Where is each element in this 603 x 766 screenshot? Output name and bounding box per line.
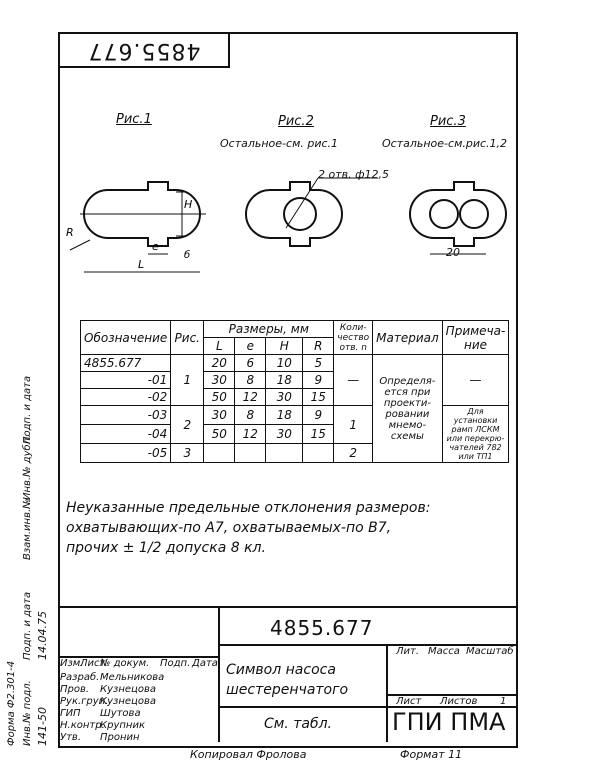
cell-designation: -04 bbox=[81, 425, 171, 444]
tb-org: ГПИ ПМА bbox=[392, 708, 506, 736]
fig2-note: Остальное-см. рис.1 bbox=[220, 137, 339, 150]
th-designation: Обозначение bbox=[81, 321, 171, 355]
cell-figure: 1 bbox=[171, 355, 204, 406]
side-date-value: 14.04.75 bbox=[36, 611, 49, 660]
cell-h: 30 bbox=[266, 389, 303, 406]
cell-figure: 2 bbox=[171, 406, 204, 444]
tb-material: См. табл. bbox=[264, 716, 333, 732]
spec-table bbox=[80, 320, 509, 463]
fig3-shape bbox=[410, 182, 506, 254]
cell-h: 18 bbox=[266, 406, 303, 425]
th-holes: Коли-чество отв. n bbox=[334, 321, 373, 355]
tb-col-date: Дата bbox=[192, 658, 218, 669]
cell-r: 5 bbox=[303, 355, 334, 372]
tb-person: Шутова bbox=[100, 708, 141, 719]
th-h: H bbox=[266, 338, 303, 355]
cell-material: Определя-ется при проекти-ровании мнемо-схемы bbox=[373, 355, 443, 463]
tb-copied-by: Копировал Фролова bbox=[190, 748, 307, 761]
cell-r: 15 bbox=[303, 425, 334, 444]
cell-h: 18 bbox=[266, 372, 303, 389]
fig1-h: H bbox=[184, 198, 193, 211]
side-inv-value: 141-50 bbox=[36, 707, 49, 746]
tb-col-izm: Изм. bbox=[60, 658, 84, 669]
tb-role: Разраб. bbox=[60, 672, 100, 683]
tb-sheets-label: Листов bbox=[440, 696, 478, 707]
top-code: 4855.677 bbox=[87, 38, 201, 63]
cell-l: 30 bbox=[204, 372, 235, 389]
tb-role: Пров. bbox=[60, 684, 90, 695]
note-line-1: Неуказанные предельные отклонения размеров: bbox=[66, 500, 431, 516]
cell-h bbox=[266, 444, 303, 463]
note-line-2: охватывающих-по А7, охватываемых-по В7, bbox=[66, 520, 392, 536]
tb-role: Рук.груп. bbox=[60, 696, 109, 707]
fig1-e: e bbox=[152, 240, 159, 253]
fig3-label: Рис.3 bbox=[430, 114, 466, 129]
th-r: R bbox=[303, 338, 334, 355]
cell-e: 8 bbox=[235, 406, 266, 425]
fig2-shape bbox=[246, 178, 378, 246]
side-form: Форма Ф2.301-4 bbox=[6, 660, 17, 746]
cell-holes: 1 bbox=[334, 406, 373, 444]
th-e: e bbox=[235, 338, 266, 355]
cell-holes: 2 bbox=[334, 444, 373, 463]
tb-lit-label: Лит. bbox=[396, 646, 420, 657]
cell-e bbox=[235, 444, 266, 463]
cell-designation: 4855.677 bbox=[81, 355, 171, 372]
tb-sheets-value: 1 bbox=[500, 696, 507, 707]
table-row bbox=[81, 406, 509, 425]
tb-vertical bbox=[218, 606, 220, 742]
side-sign-date: Подп. и дата bbox=[22, 591, 33, 660]
fig1-l: L bbox=[138, 258, 145, 271]
cell-h: 30 bbox=[266, 425, 303, 444]
tb-role: ГИП bbox=[60, 708, 81, 719]
fig1-label: Рис.1 bbox=[116, 112, 152, 127]
cell-designation: -01 bbox=[81, 372, 171, 389]
cell-l: 20 bbox=[204, 355, 235, 372]
side-sign-date-2: Подп. и дата bbox=[22, 375, 33, 444]
tb-sheet-label: Лист bbox=[396, 696, 422, 707]
th-figure: Рис. bbox=[171, 321, 204, 355]
tb-v2 bbox=[386, 644, 388, 742]
tb-role: Н.контр. bbox=[60, 720, 105, 731]
side-inv-dup: Инв.№ дубл. bbox=[22, 434, 33, 500]
cell-r bbox=[303, 444, 334, 463]
cell-designation: -05 bbox=[81, 444, 171, 463]
th-l: L bbox=[204, 338, 235, 355]
th-sizes: Размеры, мм bbox=[204, 321, 334, 338]
tb-col-sign: Подп. bbox=[160, 658, 191, 669]
tb-top-line bbox=[58, 606, 518, 608]
cell-e: 12 bbox=[235, 389, 266, 406]
fig2-label: Рис.2 bbox=[278, 114, 314, 129]
side-replace-inv: Взам.инв.№ bbox=[22, 498, 33, 560]
cell-l: 50 bbox=[204, 425, 235, 444]
fig3-dim: 20 bbox=[446, 246, 460, 259]
tb-col-list: Лист bbox=[80, 658, 106, 669]
cell-e: 6 bbox=[235, 355, 266, 372]
fig1-r: R bbox=[66, 226, 74, 239]
fig2-callout: 2 отв. ф12,5 bbox=[318, 168, 390, 181]
tb-name-1: Символ насоса bbox=[226, 662, 336, 678]
note-line-3: прочих ± 1/2 допуска 8 кл. bbox=[66, 540, 266, 556]
cell-remark: Для установки рамп ЛСКМ или перекрю-чателей 782 или ТП1 bbox=[442, 406, 509, 463]
side-inv-orig: Инв.№ подл. bbox=[22, 680, 33, 746]
tb-code: 4855.677 bbox=[270, 616, 374, 640]
cell-h: 10 bbox=[266, 355, 303, 372]
tb-format: Формат 11 bbox=[400, 748, 463, 761]
top-code-box bbox=[58, 32, 230, 68]
tb-person: Кузнецова bbox=[100, 684, 156, 695]
tb-scale-label: Масштаб bbox=[466, 646, 514, 657]
cell-r: 9 bbox=[303, 372, 334, 389]
cell-e: 12 bbox=[235, 425, 266, 444]
figures-drawing bbox=[60, 150, 510, 290]
table-row bbox=[81, 355, 509, 372]
th-remark: Примеча-ние bbox=[442, 321, 509, 355]
cell-l bbox=[204, 444, 235, 463]
tb-person: Пронин bbox=[100, 732, 140, 743]
cell-remark: — bbox=[442, 355, 509, 406]
fig3-note: Остальное-см.рис.1,2 bbox=[382, 137, 508, 150]
tb-role: Утв. bbox=[60, 732, 81, 743]
th-material: Материал bbox=[373, 321, 443, 355]
tb-person: Кузнецова bbox=[100, 696, 156, 707]
cell-holes: — bbox=[334, 355, 373, 406]
cell-r: 15 bbox=[303, 389, 334, 406]
cell-e: 8 bbox=[235, 372, 266, 389]
cell-l: 30 bbox=[204, 406, 235, 425]
cell-designation: -02 bbox=[81, 389, 171, 406]
cell-figure: 3 bbox=[171, 444, 204, 463]
tb-name-2: шестеренчатого bbox=[226, 682, 349, 698]
cell-l: 50 bbox=[204, 389, 235, 406]
fig1-b: б bbox=[184, 250, 191, 261]
cell-r: 9 bbox=[303, 406, 334, 425]
tb-person: Мельникова bbox=[100, 672, 165, 683]
tb-mass-label: Масса bbox=[428, 646, 460, 657]
tb-col-doc: № докум. bbox=[100, 658, 150, 669]
tb-person: Крупник bbox=[100, 720, 145, 731]
cell-designation: -03 bbox=[81, 406, 171, 425]
